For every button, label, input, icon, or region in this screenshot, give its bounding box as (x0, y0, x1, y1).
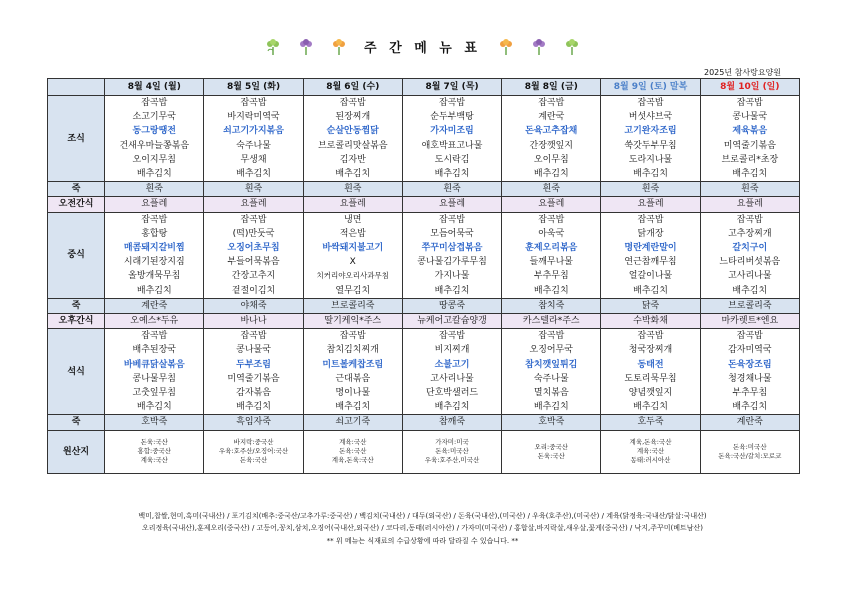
menu-item: 배추김치 (136, 169, 172, 180)
menu-item: 홍합탕 (141, 228, 168, 239)
menu-item: 고사리나물 (728, 271, 772, 282)
porridge-dinner-cell: 호박죽 (105, 415, 204, 430)
menu-item: 양념깻잎지 (628, 388, 673, 399)
origin-item: 돈육:국산 (339, 447, 367, 456)
menu-item: 배추김치 (434, 402, 470, 413)
porridge-morning-row (48, 182, 800, 197)
menu-item: 오이지무침 (132, 154, 176, 165)
menu-item: 쭈꾸미삼겹볶음 (421, 243, 483, 254)
menu-item: 멸치볶음 (533, 388, 569, 399)
lunch-cell (700, 212, 799, 298)
porridge-dinner-cell: 계란죽 (700, 415, 799, 430)
menu-item: 브로콜리맛살볶음 (317, 140, 388, 151)
morning-snack-cell: 요플레 (402, 197, 501, 212)
origin-item: 가자미:미국 (435, 438, 469, 447)
origin-item: 우육:호주산/오징어:국산 (218, 447, 289, 456)
menu-item: 잡곡밥 (141, 98, 168, 108)
breakfast-cell (502, 96, 601, 182)
menu-item: 잡곡밥 (736, 98, 763, 108)
lunch-cell (105, 212, 204, 298)
header-row (48, 79, 800, 96)
porridge-lunch-cell: 야채죽 (204, 298, 303, 313)
origin-item: 돈육:국산 (239, 456, 268, 465)
porridge-morning-cell: 흰죽 (601, 182, 700, 197)
menu-item: 잡곡밥 (240, 331, 267, 342)
afternoon-snack-label: 오후간식 (48, 314, 105, 329)
porridge-dinner-cell: 참깨죽 (402, 415, 501, 430)
menu-item: 바베큐닭살볶음 (123, 359, 185, 370)
menu-item: 얼갈이나물 (628, 271, 673, 282)
lunch-cell (402, 212, 501, 298)
lunch-row (48, 212, 800, 298)
breakfast-cell (402, 96, 501, 182)
porridge-dinner-cell: 호두죽 (601, 415, 700, 430)
menu-item: 잡곡밥 (637, 98, 664, 108)
menu-item: 가지나물 (434, 271, 470, 282)
menu-item: 잡곡밥 (240, 98, 267, 108)
menu-item: 연근참깨무침 (624, 257, 677, 268)
menu-item: 잡곡밥 (438, 331, 466, 342)
menu-item: 배추김치 (633, 285, 668, 296)
menu-item: 잡곡밥 (538, 331, 565, 342)
menu-item: 잡곡밥 (637, 331, 664, 342)
morning-snack-cell: 요플레 (502, 197, 601, 212)
menu-item: 간장고추지 (231, 271, 276, 282)
porridge-morning-cell: 흰죽 (204, 182, 303, 197)
porridge-lunch-cell: 브로콜리죽 (700, 298, 799, 313)
porridge-lunch-row (48, 298, 800, 313)
menu-item: 잡곡밥 (240, 214, 267, 225)
porridge-lunch-cell: 닭죽 (601, 298, 700, 313)
day-header: 8월 9일 (토) 말복 (601, 79, 700, 96)
menu-item: 미트볼케찹조림 (322, 359, 384, 370)
menu-item: 근대볶음 (335, 373, 371, 384)
menu-item: 참치김치찌개 (326, 345, 379, 356)
afternoon-snack-cell: 딸기케익*주스 (303, 314, 402, 329)
origin-cell (700, 430, 799, 473)
menu-item: 잡곡밥 (339, 98, 366, 108)
menu-item: 무생채 (240, 154, 267, 165)
afternoon-snack-cell: 카스텔라*주스 (502, 314, 601, 329)
menu-item: 된장찌개 (335, 112, 371, 123)
menu-item: 콩나물무침 (132, 373, 176, 384)
origin-item: 오리:중국산 (534, 442, 569, 451)
flower-icon (264, 38, 282, 56)
day-header: 8월 10일 (일) (700, 79, 799, 96)
morning-snack-cell: 요플레 (105, 197, 204, 212)
dinner-cell (204, 329, 303, 415)
afternoon-snack-row (48, 314, 800, 329)
day-header: 8월 8일 (금) (502, 79, 601, 96)
menu-item: 열무김치 (335, 285, 371, 296)
menu-item: 계란국 (538, 112, 565, 123)
porridge-lunch-label: 죽 (48, 298, 105, 313)
menu-item: 부추무침 (732, 388, 768, 399)
porridge-morning-cell: 흰죽 (105, 182, 204, 197)
breakfast-label: 조식 (48, 96, 105, 182)
menu-item: 명이나물 (335, 388, 371, 399)
menu-item: X (349, 257, 356, 268)
menu-item: 시래기된장지짐 (123, 257, 185, 268)
menu-item: 돈육장조림 (728, 359, 772, 370)
menu-item: 잡곡밥 (736, 214, 763, 225)
footer-ingredients-line2: 오리정육(국내산),훈제오리(중국산) / 고등어,꽁치,삼치,오징어(국내산,외국산) / 코다리,동태(러시아산) / 가자미(미국산) / 홍합살,바지락살,새우살,꽃게(중국산) / 낙지,주꾸미(베트남산) (141, 524, 704, 532)
origin-cell (105, 430, 204, 473)
menu-item: 모듬어묵국 (430, 228, 474, 239)
flower-icon (563, 38, 581, 56)
porridge-dinner-row (48, 415, 800, 430)
menu-item: 동태전 (637, 359, 664, 370)
menu-item: 소불고기 (434, 359, 470, 370)
menu-item: 배추김치 (732, 402, 768, 413)
menu-item: 잡곡밥 (438, 214, 466, 225)
origin-item: 돈육:국산 (537, 451, 565, 460)
menu-item: 배추김치 (533, 169, 569, 180)
menu-item: 바지락미역국 (227, 112, 280, 123)
menu-item: 배추김치 (434, 285, 470, 296)
menu-item: 청경채나물 (728, 373, 772, 384)
menu-item: 오징어초무침 (227, 243, 280, 254)
porridge-morning-cell: 흰죽 (700, 182, 799, 197)
menu-item: 잡곡밥 (438, 98, 466, 108)
menu-item: 잡곡밥 (141, 331, 168, 342)
menu-item: 배추된장국 (132, 345, 176, 356)
menu-item: 애호박표고나물 (421, 140, 483, 151)
day-header: 8월 6일 (수) (303, 79, 402, 96)
menu-item: 소고기무국 (132, 112, 176, 123)
morning-snack-row (48, 197, 800, 212)
afternoon-snack-cell: 오예스*두유 (105, 314, 204, 329)
footer-note: ** 위 메뉴는 식재료의 수급상황에 따라 달라질 수 있습니다. ** (326, 537, 519, 545)
menu-item: 닭개장 (637, 228, 664, 239)
afternoon-snack-cell: 마카렛트*엔요 (700, 314, 799, 329)
menu-item: 가자미조림 (430, 126, 474, 137)
dinner-label: 석식 (48, 329, 105, 415)
breakfast-cell (105, 96, 204, 182)
menu-item: 쇠고기가지볶음 (223, 126, 284, 137)
organization-label: 2025년 참사랑요양원 (704, 68, 781, 77)
menu-item: 도라지나물 (628, 154, 673, 165)
dinner-row (48, 329, 800, 415)
morning-snack-cell: 요플레 (601, 197, 700, 212)
origin-item: 계육:국산 (339, 438, 367, 447)
menu-item: 잡곡밥 (637, 214, 664, 225)
menu-item: 고춧잎무침 (132, 388, 176, 399)
day-header: 8월 7일 (목) (402, 79, 501, 96)
origin-cell (303, 430, 402, 473)
lunch-cell (502, 212, 601, 298)
menu-item: 간장깻잎지 (529, 140, 573, 151)
flower-icon (330, 38, 348, 56)
menu-item: 건새우마늘쫑볶음 (119, 140, 190, 151)
menu-item: 훈제오리볶음 (525, 243, 578, 254)
afternoon-snack-cell: 바나나 (204, 314, 303, 329)
origin-item: 돈육:미국산 (435, 447, 469, 456)
menu-item: 오징어무국 (529, 345, 573, 356)
origin-row (48, 430, 800, 473)
origin-cell (402, 430, 501, 473)
afternoon-snack-cell: 뉴케어고칼슘양갱 (402, 314, 501, 329)
lunch-cell (204, 212, 303, 298)
menu-item: 잡곡밥 (736, 331, 763, 342)
menu-item: 배추김치 (633, 402, 668, 413)
menu-item: 겉절이김치 (231, 285, 276, 296)
dinner-cell (502, 329, 601, 415)
menu-item: 배추김치 (434, 169, 470, 180)
menu-item: 버섯샤브국 (628, 112, 673, 123)
menu-item: 콩나물국 (236, 345, 271, 356)
menu-item: 배추김치 (335, 402, 371, 413)
menu-item: 김자반 (339, 154, 366, 165)
menu-item: 갈치구이 (732, 243, 768, 254)
flower-icon (297, 38, 315, 56)
menu-item: 미역줄기볶음 (227, 373, 280, 384)
title-row (0, 36, 845, 56)
porridge-dinner-cell: 호박죽 (502, 415, 601, 430)
origin-item: 계육,돈육:국산 (331, 456, 374, 465)
menu-item: 단호박샐러드 (425, 388, 479, 399)
menu-item: (떡)만둣국 (232, 228, 275, 239)
menu-item: 두부조림 (236, 359, 271, 370)
weekly-menu-table (47, 78, 800, 474)
dinner-cell (105, 329, 204, 415)
breakfast-cell (700, 96, 799, 182)
menu-item: 콩나물국 (732, 112, 768, 123)
origin-item: 돈육:국산/갈치:모로코 (718, 451, 782, 460)
origin-item: 계육:국산 (140, 456, 168, 465)
morning-snack-cell: 요플레 (303, 197, 402, 212)
menu-item: 감자볶음 (236, 388, 271, 399)
day-header: 8월 4일 (월) (105, 79, 204, 96)
menu-item: 배추김치 (236, 169, 271, 180)
dinner-cell (700, 329, 799, 415)
breakfast-cell (601, 96, 700, 182)
menu-item: 고추장찌개 (728, 228, 772, 239)
menu-item: 콩나물김가루무침 (417, 257, 487, 268)
menu-item: 배추김치 (533, 285, 569, 296)
menu-item: 잡곡밥 (538, 214, 565, 225)
menu-item: 적은밥 (339, 228, 366, 239)
origin-label: 원산지 (48, 430, 105, 473)
porridge-morning-cell: 흰죽 (402, 182, 501, 197)
breakfast-cell (303, 96, 402, 182)
corner-cell (48, 79, 105, 96)
origin-item: 돈육:국산 (140, 438, 168, 447)
menu-item: 느타리버섯볶음 (719, 257, 781, 268)
menu-item: 냉면 (344, 214, 362, 225)
dinner-cell (402, 329, 501, 415)
menu-item: 매콤돼지갈비찜 (123, 243, 185, 254)
porridge-morning-cell: 흰죽 (303, 182, 402, 197)
menu-item: 도토리묵무침 (624, 373, 677, 384)
menu-item: 명란계란말이 (624, 243, 677, 254)
menu-item: 잡곡밥 (141, 214, 168, 225)
menu-item: 순두부백탕 (430, 112, 474, 123)
menu-item: 브로콜리*초장 (721, 154, 779, 165)
menu-item: 비지찌개 (434, 345, 470, 356)
menu-item: 배추김치 (533, 402, 569, 413)
origin-cell (502, 430, 601, 473)
menu-item: 숙주나물 (533, 373, 569, 384)
afternoon-snack-cell: 수박화채 (601, 314, 700, 329)
breakfast-row (48, 96, 800, 182)
menu-item: 배추김치 (136, 285, 172, 296)
menu-item: 배추김치 (335, 169, 371, 180)
menu-item: 돈육고추잡채 (525, 126, 578, 137)
porridge-lunch-cell: 참치죽 (502, 298, 601, 313)
origin-item: 돈육:미국산 (733, 442, 767, 451)
menu-item: 배추김치 (732, 169, 768, 180)
menu-item: 바싹돼지불고기 (322, 243, 384, 254)
menu-item: 아욱국 (538, 228, 565, 239)
menu-item: 잡곡밥 (339, 331, 366, 342)
menu-item: 배추김치 (236, 402, 271, 413)
menu-item: 부들어묵볶음 (227, 257, 280, 268)
origin-item: 우육:호주산,미국산 (424, 456, 480, 465)
origin-item: 계육,돈육:국산 (629, 438, 672, 447)
menu-item: 도시락김 (434, 154, 470, 165)
menu-item: 오이무침 (533, 154, 569, 165)
breakfast-cell (204, 96, 303, 182)
menu-item: 참치깻잎튀김 (525, 359, 578, 370)
porridge-lunch-cell: 계란죽 (105, 298, 204, 313)
menu-item: 숙주나물 (236, 140, 271, 151)
origin-item: 바지락:중국산 (233, 438, 274, 447)
porridge-dinner-cell: 쇠고기죽 (303, 415, 402, 430)
flower-icon (530, 38, 548, 56)
porridge-morning-label: 죽 (48, 182, 105, 197)
menu-item: 청국장찌개 (628, 345, 673, 356)
flower-icon (497, 38, 515, 56)
menu-item: 미역줄기볶음 (723, 140, 776, 151)
origin-item: 계육:국산 (636, 447, 665, 456)
day-header: 8월 5일 (화) (204, 79, 303, 96)
porridge-dinner-label: 죽 (48, 415, 105, 430)
menu-item: 제육볶음 (732, 126, 768, 137)
menu-item: 고기완자조림 (624, 126, 677, 137)
menu-item: 치커리야오리사과무침 (316, 271, 389, 281)
morning-snack-cell: 요플레 (204, 197, 303, 212)
dinner-cell (601, 329, 700, 415)
origin-cell (204, 430, 303, 473)
menu-item: 배추김치 (732, 285, 768, 296)
page-title: 주 간 메 뉴 표 (364, 41, 481, 56)
lunch-cell (601, 212, 700, 298)
porridge-morning-cell: 흰죽 (502, 182, 601, 197)
menu-item: 고사리나물 (430, 373, 474, 384)
origin-cell (601, 430, 700, 473)
menu-item: 들깨무나물 (529, 257, 573, 268)
menu-item: 순살안동찜닭 (326, 126, 379, 137)
morning-snack-label: 오전간식 (48, 197, 105, 212)
footer-ingredients-line1: 백미,찹쌀,현미,흑미(국내산) / 포기김치(배추:중국산/고추가루:중국산) / 백김치(국내산) / 대두(외국산) / 돈육(국내산),(미국산) / 우육(호주산),(미국산) / 계육(닭정육:국내산/닭살:국내산) (138, 512, 707, 520)
menu-item: 잡곡밥 (538, 98, 565, 108)
lunch-cell (303, 212, 402, 298)
porridge-lunch-cell: 브로콜리죽 (303, 298, 402, 313)
morning-snack-cell: 요플레 (700, 197, 799, 212)
porridge-dinner-cell: 흑임자죽 (204, 415, 303, 430)
origin-item: 동태:러시아산 (630, 456, 671, 465)
origin-item: 홍합:중국산 (137, 447, 172, 456)
porridge-lunch-cell: 땅콩죽 (402, 298, 501, 313)
lunch-label: 중식 (48, 212, 105, 298)
menu-item: 부추무침 (533, 271, 569, 282)
dinner-cell (303, 329, 402, 415)
menu-item: 동그랑땡전 (132, 126, 176, 137)
menu-item: 감자미역국 (728, 345, 772, 356)
menu-item: 배추김치 (136, 402, 172, 413)
menu-item: 올방개묵무침 (128, 271, 181, 282)
menu-item: 쑥갓두부무침 (624, 140, 677, 151)
menu-item: 배추김치 (633, 169, 668, 180)
